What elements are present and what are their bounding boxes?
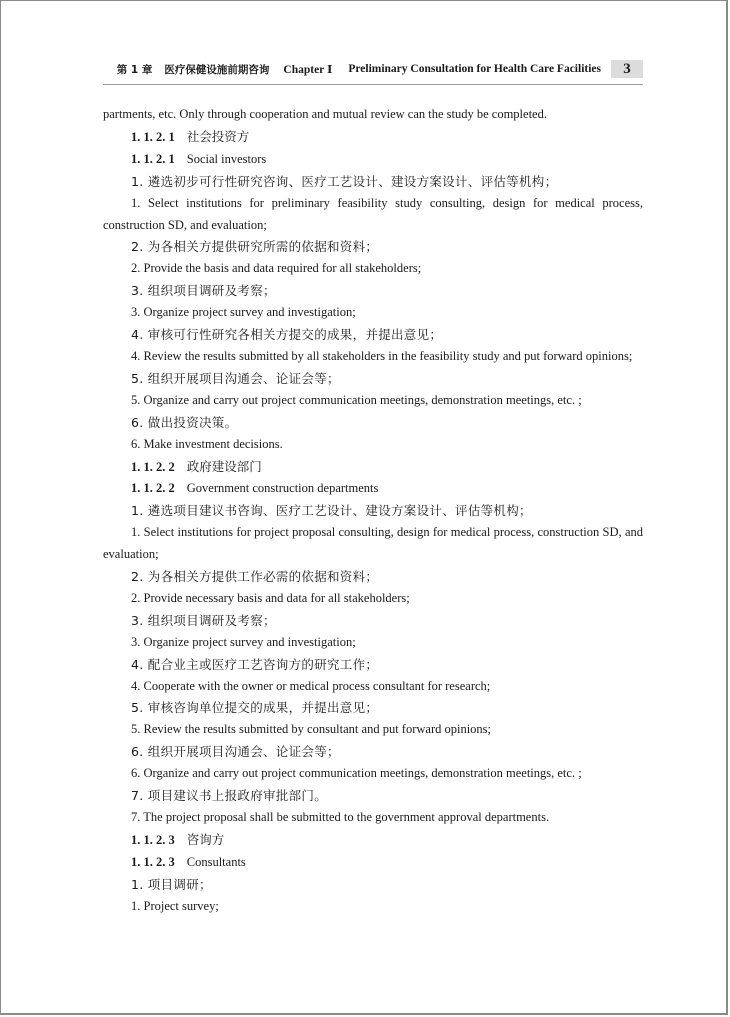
- section-number: 1. 1. 2. 1: [131, 129, 175, 144]
- list-item-en: 4. Review the results submitted by all stakeholders in the feasibility study and put forward opinions;: [131, 348, 633, 363]
- list-item-en: 7. The project proposal shall be submitted to the government approval departments.: [131, 810, 550, 824]
- section-heading-cn: [103, 456, 643, 479]
- list-item-cn: 3. 组织项目调研及考察；: [131, 283, 276, 299]
- list-item-en: 1. Select institutions for project proposal consulting, design for medical process, construction SD, and evaluation;: [103, 525, 643, 562]
- list-item-en: 3. Organize project survey and investigation;: [131, 305, 356, 320]
- section-number: 1. 1. 2. 2: [131, 459, 175, 474]
- section-title-cn: 社会投资方: [186, 128, 250, 144]
- list-item-en: 6. Organize and carry out project communication meetings, demonstration meetings, etc. ;: [131, 766, 582, 781]
- list-item-cn: 6. 组织开展项目沟通会、论证会等；: [131, 744, 340, 760]
- section-number: 1. 1. 2. 2: [131, 481, 175, 496]
- list-item-cn: 2. 为各相关方提供工作必需的依据和资料；: [131, 569, 379, 585]
- list-item-en: 2. Provide necessary basis and data for all stakeholders;: [131, 590, 410, 605]
- section-heading-en: [103, 149, 643, 171]
- list-item-cn: 4. 审核可行性研究各相关方提交的成果，并提出意见；: [131, 327, 443, 343]
- section-title-en: Government construction departments: [186, 481, 379, 496]
- list-item-cn: 1. 遴选初步可行性研究咨询、医疗工艺设计、建设方案设计、评估等机构；: [131, 173, 558, 189]
- list-item-cn: 7. 项目建议书上报政府审批部门。: [131, 788, 328, 804]
- section-title-en: Social investors: [186, 151, 267, 166]
- list-item-en: 6. Make investment decisions.: [131, 436, 283, 451]
- list-item-cn: 5. 审核咨询单位提交的成果，并提出意见；: [131, 700, 379, 716]
- list-item-cn: 5. 组织开展项目沟通会、论证会等；: [131, 370, 340, 386]
- chapter-label-en: Chapter Ⅰ: [283, 64, 333, 76]
- section-title-cn: 政府建设部门: [186, 458, 262, 474]
- body-text: [103, 104, 643, 918]
- list-item-en: 1. Select institutions for preliminary feasibility study consulting, design for medical process, construction SD, and evaluation;: [103, 195, 643, 232]
- list-item-en: 4. Cooperate with the owner or medical process consultant for research;: [131, 678, 491, 693]
- page-number: 3: [611, 60, 643, 78]
- chapter-title-cn: 医疗保健设施前期咨询: [164, 63, 270, 76]
- section-number: 1. 1. 2. 1: [131, 151, 175, 166]
- list-item-en: 1. Project survey;: [131, 898, 219, 913]
- header-rule: [103, 84, 643, 85]
- list-item-en: 5. Review the results submitted by consultant and put forward opinions;: [131, 722, 492, 737]
- list-item-cn: 6. 做出投资决策。: [131, 414, 238, 430]
- section-heading-cn: [103, 126, 643, 149]
- list-item-en: 5. Organize and carry out project communication meetings, demonstration meetings, etc. ;: [131, 392, 582, 407]
- list-item-cn: 3. 组织项目调研及考察；: [131, 612, 276, 628]
- chapter-label-cn: 第 1 章: [116, 63, 153, 76]
- continued-paragraph: partments, etc. Only through cooperation and mutual review can the study be completed.: [103, 107, 547, 121]
- list-item-en: 2. Provide the basis and data required for all stakeholders;: [131, 261, 422, 276]
- section-heading-en: [103, 478, 643, 500]
- list-item-en: 3. Organize project survey and investigation;: [131, 634, 356, 649]
- section-title-en: Consultants: [186, 854, 246, 869]
- section-heading-en: [103, 852, 643, 874]
- list-item-cn: 2. 为各相关方提供研究所需的依据和资料；: [131, 239, 379, 255]
- list-item-cn: 1. 项目调研；: [131, 876, 212, 892]
- section-heading-cn: [103, 829, 643, 852]
- list-item-cn: 4. 配合业主或医疗工艺咨询方的研究工作；: [131, 656, 379, 672]
- section-number: 1. 1. 2. 3: [131, 832, 175, 847]
- section-title-cn: 咨询方: [186, 831, 225, 847]
- running-head: [103, 58, 643, 80]
- chapter-title-en: Preliminary Consultation for Health Care Facilities: [348, 63, 601, 75]
- section-number: 1. 1. 2. 3: [131, 854, 175, 869]
- list-item-cn: 1. 遴选项目建议书咨询、医疗工艺设计、建设方案设计、评估等机构；: [131, 503, 532, 519]
